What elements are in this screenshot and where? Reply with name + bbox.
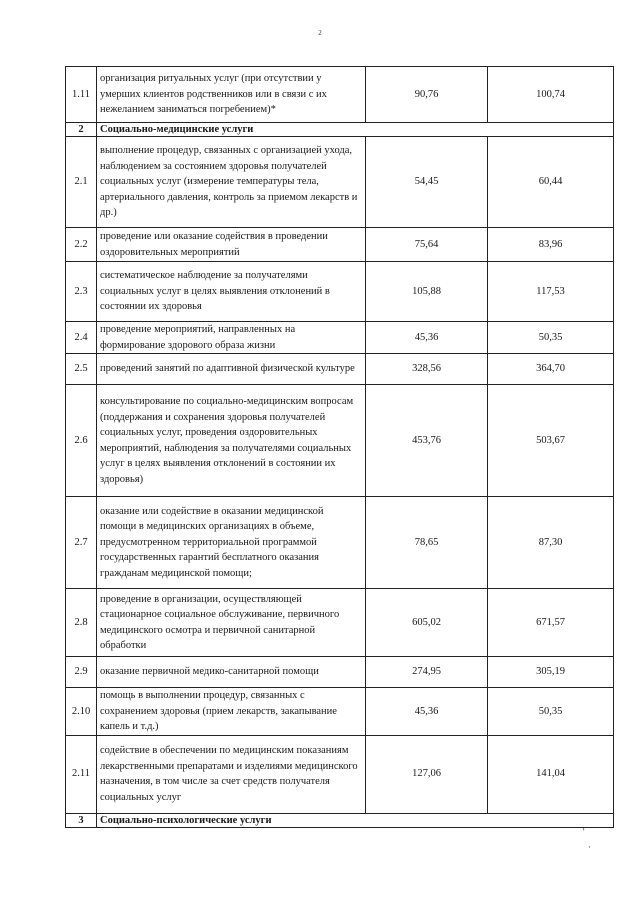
row-number: 2.1	[66, 137, 97, 228]
service-name: проведение или оказание содействия в проведении оздоровительных мероприятий	[97, 228, 366, 262]
price-value-1: 45,36	[366, 322, 488, 354]
price-value-1: 274,95	[366, 657, 488, 688]
page-number: 2	[318, 29, 322, 37]
table-row	[66, 262, 614, 322]
price-value-1: 328,56	[366, 354, 488, 385]
section-header-row	[66, 123, 614, 137]
service-name: систематическое наблюдение за получателями социальных услуг в целях выявления отклонений в состоянии их здоровья	[97, 262, 366, 322]
price-value-2: 83,96	[488, 228, 614, 262]
price-value-1: 90,76	[366, 67, 488, 123]
table-row	[66, 385, 614, 497]
row-number: 1.11	[66, 67, 97, 123]
service-name: проведение в организации, осуществляющей стационарное социальное обслуживание, первичного медицинского осмотра и первичной санитарной обработки	[97, 589, 366, 657]
row-number: 2.5	[66, 354, 97, 385]
service-name: содействие в обеспечении по медицинским показаниям лекарственными препаратами и изделиями медицинского назначения, в том числе за счет средств получателя социальных услуг	[97, 735, 366, 813]
price-value-2: 60,44	[488, 137, 614, 228]
row-number: 2.7	[66, 497, 97, 589]
scan-mark: ’	[580, 825, 589, 837]
service-name: проведений занятий по адаптивной физической культуре	[97, 354, 366, 385]
row-number: 2.9	[66, 657, 97, 688]
price-value-2: 364,70	[488, 354, 614, 385]
price-value-1: 54,45	[366, 137, 488, 228]
service-name: выполнение процедур, связанных с организацией ухода, наблюдением за состоянием здоровья получателей социальных услуг (измерение температуры тела, артериального давления, контроль за приемом лекарств и др.)	[97, 137, 366, 228]
price-value-1: 78,65	[366, 497, 488, 589]
service-name: оказание первичной медико-санитарной помощи	[97, 657, 366, 688]
row-number: 2.6	[66, 385, 97, 497]
row-number: 2.10	[66, 688, 97, 736]
price-value-2: 671,57	[488, 589, 614, 657]
table-row	[66, 354, 614, 385]
price-value-1: 105,88	[366, 262, 488, 322]
table-row	[66, 137, 614, 228]
table-row	[66, 322, 614, 354]
table-row	[66, 497, 614, 589]
price-value-2: 100,74	[488, 67, 614, 123]
table-row	[66, 67, 614, 123]
section-number: 3	[66, 813, 97, 827]
section-header-row	[66, 813, 614, 827]
service-name: организация ритуальных услуг (при отсутствии у умерших клиентов родственников или в связи с их нежеланием заниматься погребением)*	[97, 67, 366, 123]
section-number: 2	[66, 123, 97, 137]
row-number: 2.11	[66, 735, 97, 813]
price-value-2: 503,67	[488, 385, 614, 497]
price-value-1: 605,02	[366, 589, 488, 657]
table-row	[66, 735, 614, 813]
row-number: 2.4	[66, 322, 97, 354]
price-value-2: 305,19	[488, 657, 614, 688]
table-row	[66, 589, 614, 657]
price-value-2: 117,53	[488, 262, 614, 322]
price-value-1: 45,36	[366, 688, 488, 736]
section-title: Социально-психологические услуги	[97, 813, 614, 827]
table-row	[66, 228, 614, 262]
price-value-2: 50,35	[488, 688, 614, 736]
price-value-1: 453,76	[366, 385, 488, 497]
price-value-1: 75,64	[366, 228, 488, 262]
price-value-2: 141,04	[488, 735, 614, 813]
row-number: 2.3	[66, 262, 97, 322]
section-title: Социально-медицинские услуги	[97, 123, 614, 137]
tariff-table	[65, 66, 614, 828]
price-value-2: 50,35	[488, 322, 614, 354]
scan-mark: ·	[588, 842, 591, 852]
service-name: помощь в выполнении процедур, связанных с сохранением здоровья (прием лекарств, закапывание капель и т.д.)	[97, 688, 366, 736]
price-value-1: 127,06	[366, 735, 488, 813]
row-number: 2.2	[66, 228, 97, 262]
price-value-2: 87,30	[488, 497, 614, 589]
service-name: проведение мероприятий, направленных на формирование здорового образа жизни	[97, 322, 366, 354]
row-number: 2.8	[66, 589, 97, 657]
table-row	[66, 657, 614, 688]
table-row	[66, 688, 614, 736]
service-name: оказание или содействие в оказании медицинской помощи в медицинских организациях в объеме, предусмотренном территориальной программой государственных гарантий бесплатного оказания гражданам медицинской помощи;	[97, 497, 366, 589]
service-name: консультирование по социально-медицинским вопросам (поддержания и сохранения здоровья получателей социальных услуг, проведения оздоровительных мероприятий, наблюдения за получателями социальных услуг в целях выявления отклонений в состоянии их здоровья)	[97, 385, 366, 497]
